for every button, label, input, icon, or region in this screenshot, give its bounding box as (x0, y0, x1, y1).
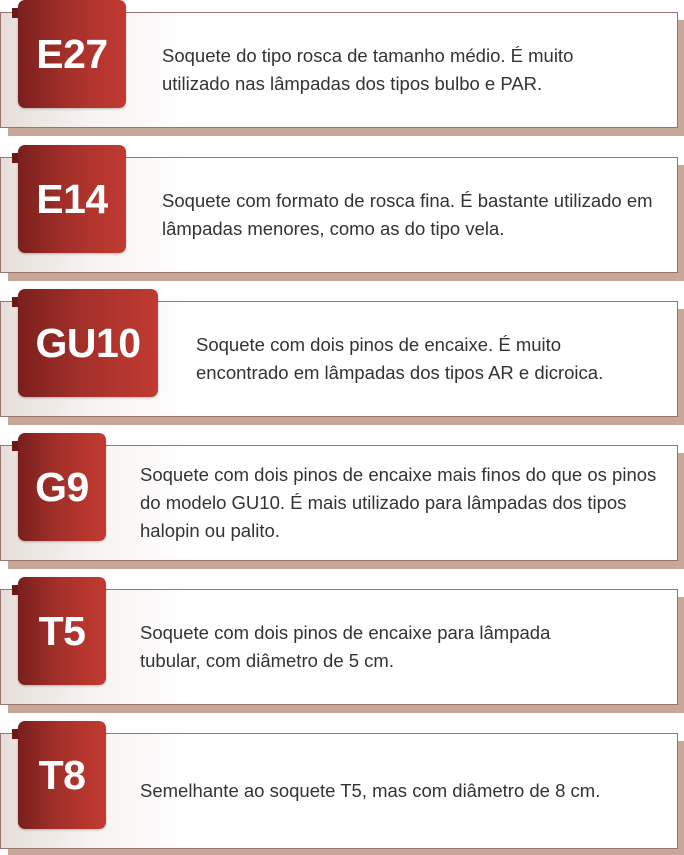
socket-card-g9 (0, 433, 684, 563)
socket-card-t5 (0, 577, 684, 707)
socket-description: Soquete com dois pinos de encaixe. É muito encontrado em lâmpadas dos tipos AR e dicroica. (196, 334, 604, 383)
socket-card-e14 (0, 145, 684, 275)
socket-code-badge: T8 (18, 721, 106, 829)
socket-card-e27 (0, 0, 684, 130)
socket-card-gu10 (0, 289, 684, 419)
socket-description: Soquete com dois pinos de encaixe mais finos do que os pinos do modelo GU10. É mais utilizado para lâmpadas dos tipos halopin ou palito. (140, 464, 657, 541)
socket-description: Soquete com formato de rosca fina. É bastante utilizado em lâmpadas menores, como as do tipo vela. (162, 190, 653, 239)
socket-code-badge: E27 (18, 0, 126, 108)
socket-code-badge: G9 (18, 433, 106, 541)
socket-code-badge: E14 (18, 145, 126, 253)
socket-code-badge: T5 (18, 577, 106, 685)
socket-code-badge: GU10 (18, 289, 158, 397)
socket-description: Soquete do tipo rosca de tamanho médio. É muito utilizado nas lâmpadas dos tipos bulbo e PAR. (162, 45, 574, 94)
socket-description: Soquete com dois pinos de encaixe para lâmpada tubular, com diâmetro de 5 cm. (140, 622, 551, 671)
socket-card-t8 (0, 721, 684, 851)
socket-description: Semelhante ao soquete T5, mas com diâmetro de 8 cm. (140, 780, 601, 801)
